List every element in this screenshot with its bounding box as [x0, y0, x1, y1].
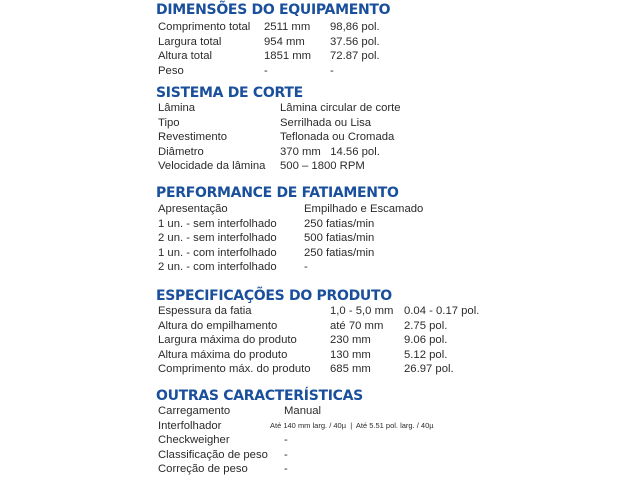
- spec-label: Interfolhador: [158, 419, 222, 432]
- spec-label: Largura total: [158, 35, 222, 48]
- section-performance: [156, 185, 424, 275]
- spec-value: Manual: [284, 405, 322, 417]
- spec-label: 2 un. - sem interfolhado: [158, 232, 277, 245]
- spec-label: Comprimento máx. do produto: [158, 363, 311, 376]
- spec-row: [156, 304, 480, 319]
- spec-label: Carregamento: [158, 405, 231, 417]
- spec-row: [156, 116, 372, 131]
- spec-row: [156, 333, 448, 348]
- spec-label: Altura total: [158, 50, 213, 63]
- spec-row: [156, 404, 363, 419]
- section-title: PERFORMANCE DE FATIAMENTO: [156, 185, 399, 201]
- spec-label: Comprimento total: [158, 21, 251, 33]
- spec-value-imperial: 98,86 pol.: [330, 21, 380, 33]
- spec-label: Peso: [158, 64, 184, 77]
- spec-row: [156, 348, 448, 363]
- section-title: SISTEMA DE CORTE: [156, 85, 303, 101]
- spec-value-metric: 230 mm: [330, 334, 371, 347]
- spec-value: -: [284, 434, 288, 447]
- spec-value: 250 fatias/min: [304, 246, 375, 259]
- spec-value-metric: -: [264, 64, 268, 77]
- spec-value-metric: até 70 mm: [330, 319, 384, 332]
- section-especificacoes: [156, 288, 480, 377]
- spec-value: Teflonada ou Cromada: [280, 131, 395, 144]
- spec-label: 1 un. - com interfolhado: [158, 246, 277, 259]
- spec-label: Espessura da fatia: [158, 305, 252, 317]
- spec-label: Diâmetro: [158, 145, 204, 158]
- spec-value: Serrilhada ou Lisa: [280, 116, 372, 129]
- spec-value-metric: 2511 mm: [264, 21, 311, 33]
- spec-row: [156, 246, 399, 261]
- spec-value-imperial: 2.75 pol.: [404, 319, 448, 332]
- spec-value-metric: 685 mm: [330, 363, 371, 376]
- section-title: OUTRAS CARACTERÍSTICAS: [156, 388, 363, 404]
- spec-label: Velocidade da lâmina: [158, 160, 266, 173]
- spec-row: [156, 419, 434, 434]
- spec-row: [156, 49, 390, 64]
- spec-value-imperial: 0.04 - 0.17 pol.: [404, 305, 480, 317]
- spec-row: [156, 20, 390, 35]
- spec-label: 2 un. - com interfolhado: [158, 261, 277, 274]
- spec-label: Largura máxima do produto: [158, 334, 297, 347]
- spec-row: [156, 35, 390, 50]
- spec-label: Checkweigher: [158, 434, 230, 447]
- spec-label: Altura máxima do produto: [158, 348, 288, 361]
- spec-value-metric: 130 mm: [330, 348, 371, 361]
- spec-label: Tipo: [158, 116, 180, 129]
- spec-value-imperial: 5.12 pol.: [404, 348, 448, 361]
- spec-label: Lâmina: [158, 102, 196, 114]
- spec-label: Classificação de peso: [158, 448, 268, 461]
- spec-row: [156, 64, 390, 79]
- spec-value: Lâmina circular de corte: [280, 102, 401, 114]
- spec-row: [156, 260, 399, 275]
- spec-row: [156, 231, 399, 246]
- spec-label: Correção de peso: [158, 463, 248, 476]
- spec-value: -: [284, 448, 288, 461]
- section-title: ESPECIFICAÇÕES DO PRODUTO: [156, 288, 392, 304]
- spec-value: Até 140 mm larg. / 40µ | Até 5.51 pol. larg. / 40µ: [270, 420, 434, 430]
- section-dimensoes: [156, 2, 390, 78]
- spec-row: [156, 145, 380, 160]
- section-outras: [156, 388, 434, 477]
- section-sistema-corte: [156, 85, 401, 174]
- spec-value-imperial: 37.56 pol.: [330, 35, 380, 48]
- spec-row: [156, 433, 363, 448]
- section-title: DIMENSÕES DO EQUIPAMENTO: [156, 2, 391, 18]
- spec-row: [156, 319, 448, 334]
- spec-label: Apresentação: [158, 203, 228, 215]
- spec-value: 500 fatias/min: [304, 232, 375, 245]
- spec-row: [156, 159, 365, 174]
- spec-value-imperial: 9.06 pol.: [404, 334, 448, 347]
- spec-value-imperial: -: [330, 64, 334, 77]
- spec-value: -: [304, 261, 308, 274]
- spec-row: [156, 362, 454, 377]
- spec-label: Altura do empilhamento: [158, 319, 278, 332]
- spec-row: [156, 101, 401, 116]
- spec-value-metric: 954 mm: [264, 35, 305, 48]
- spec-row: [156, 462, 363, 477]
- spec-value: 250 fatias/min: [304, 217, 375, 230]
- spec-label: Revestimento: [158, 131, 228, 144]
- spec-value: 370 mm 14.56 pol.: [280, 145, 380, 158]
- spec-value: -: [284, 463, 288, 476]
- spec-value-imperial: 72.87 pol.: [330, 50, 380, 63]
- spec-row: [156, 202, 424, 217]
- spec-row: [156, 448, 363, 463]
- spec-label: 1 un. - sem interfolhado: [158, 217, 277, 230]
- spec-value-imperial: 26.97 pol.: [404, 363, 454, 376]
- spec-value: 500 – 1800 RPM: [280, 160, 365, 173]
- spec-value-metric: 1,0 - 5,0 mm: [330, 305, 394, 317]
- spec-value-metric: 1851 mm: [264, 50, 312, 63]
- spec-row: [156, 130, 395, 145]
- spec-value: Empilhado e Escamado: [304, 203, 424, 215]
- spec-row: [156, 217, 399, 232]
